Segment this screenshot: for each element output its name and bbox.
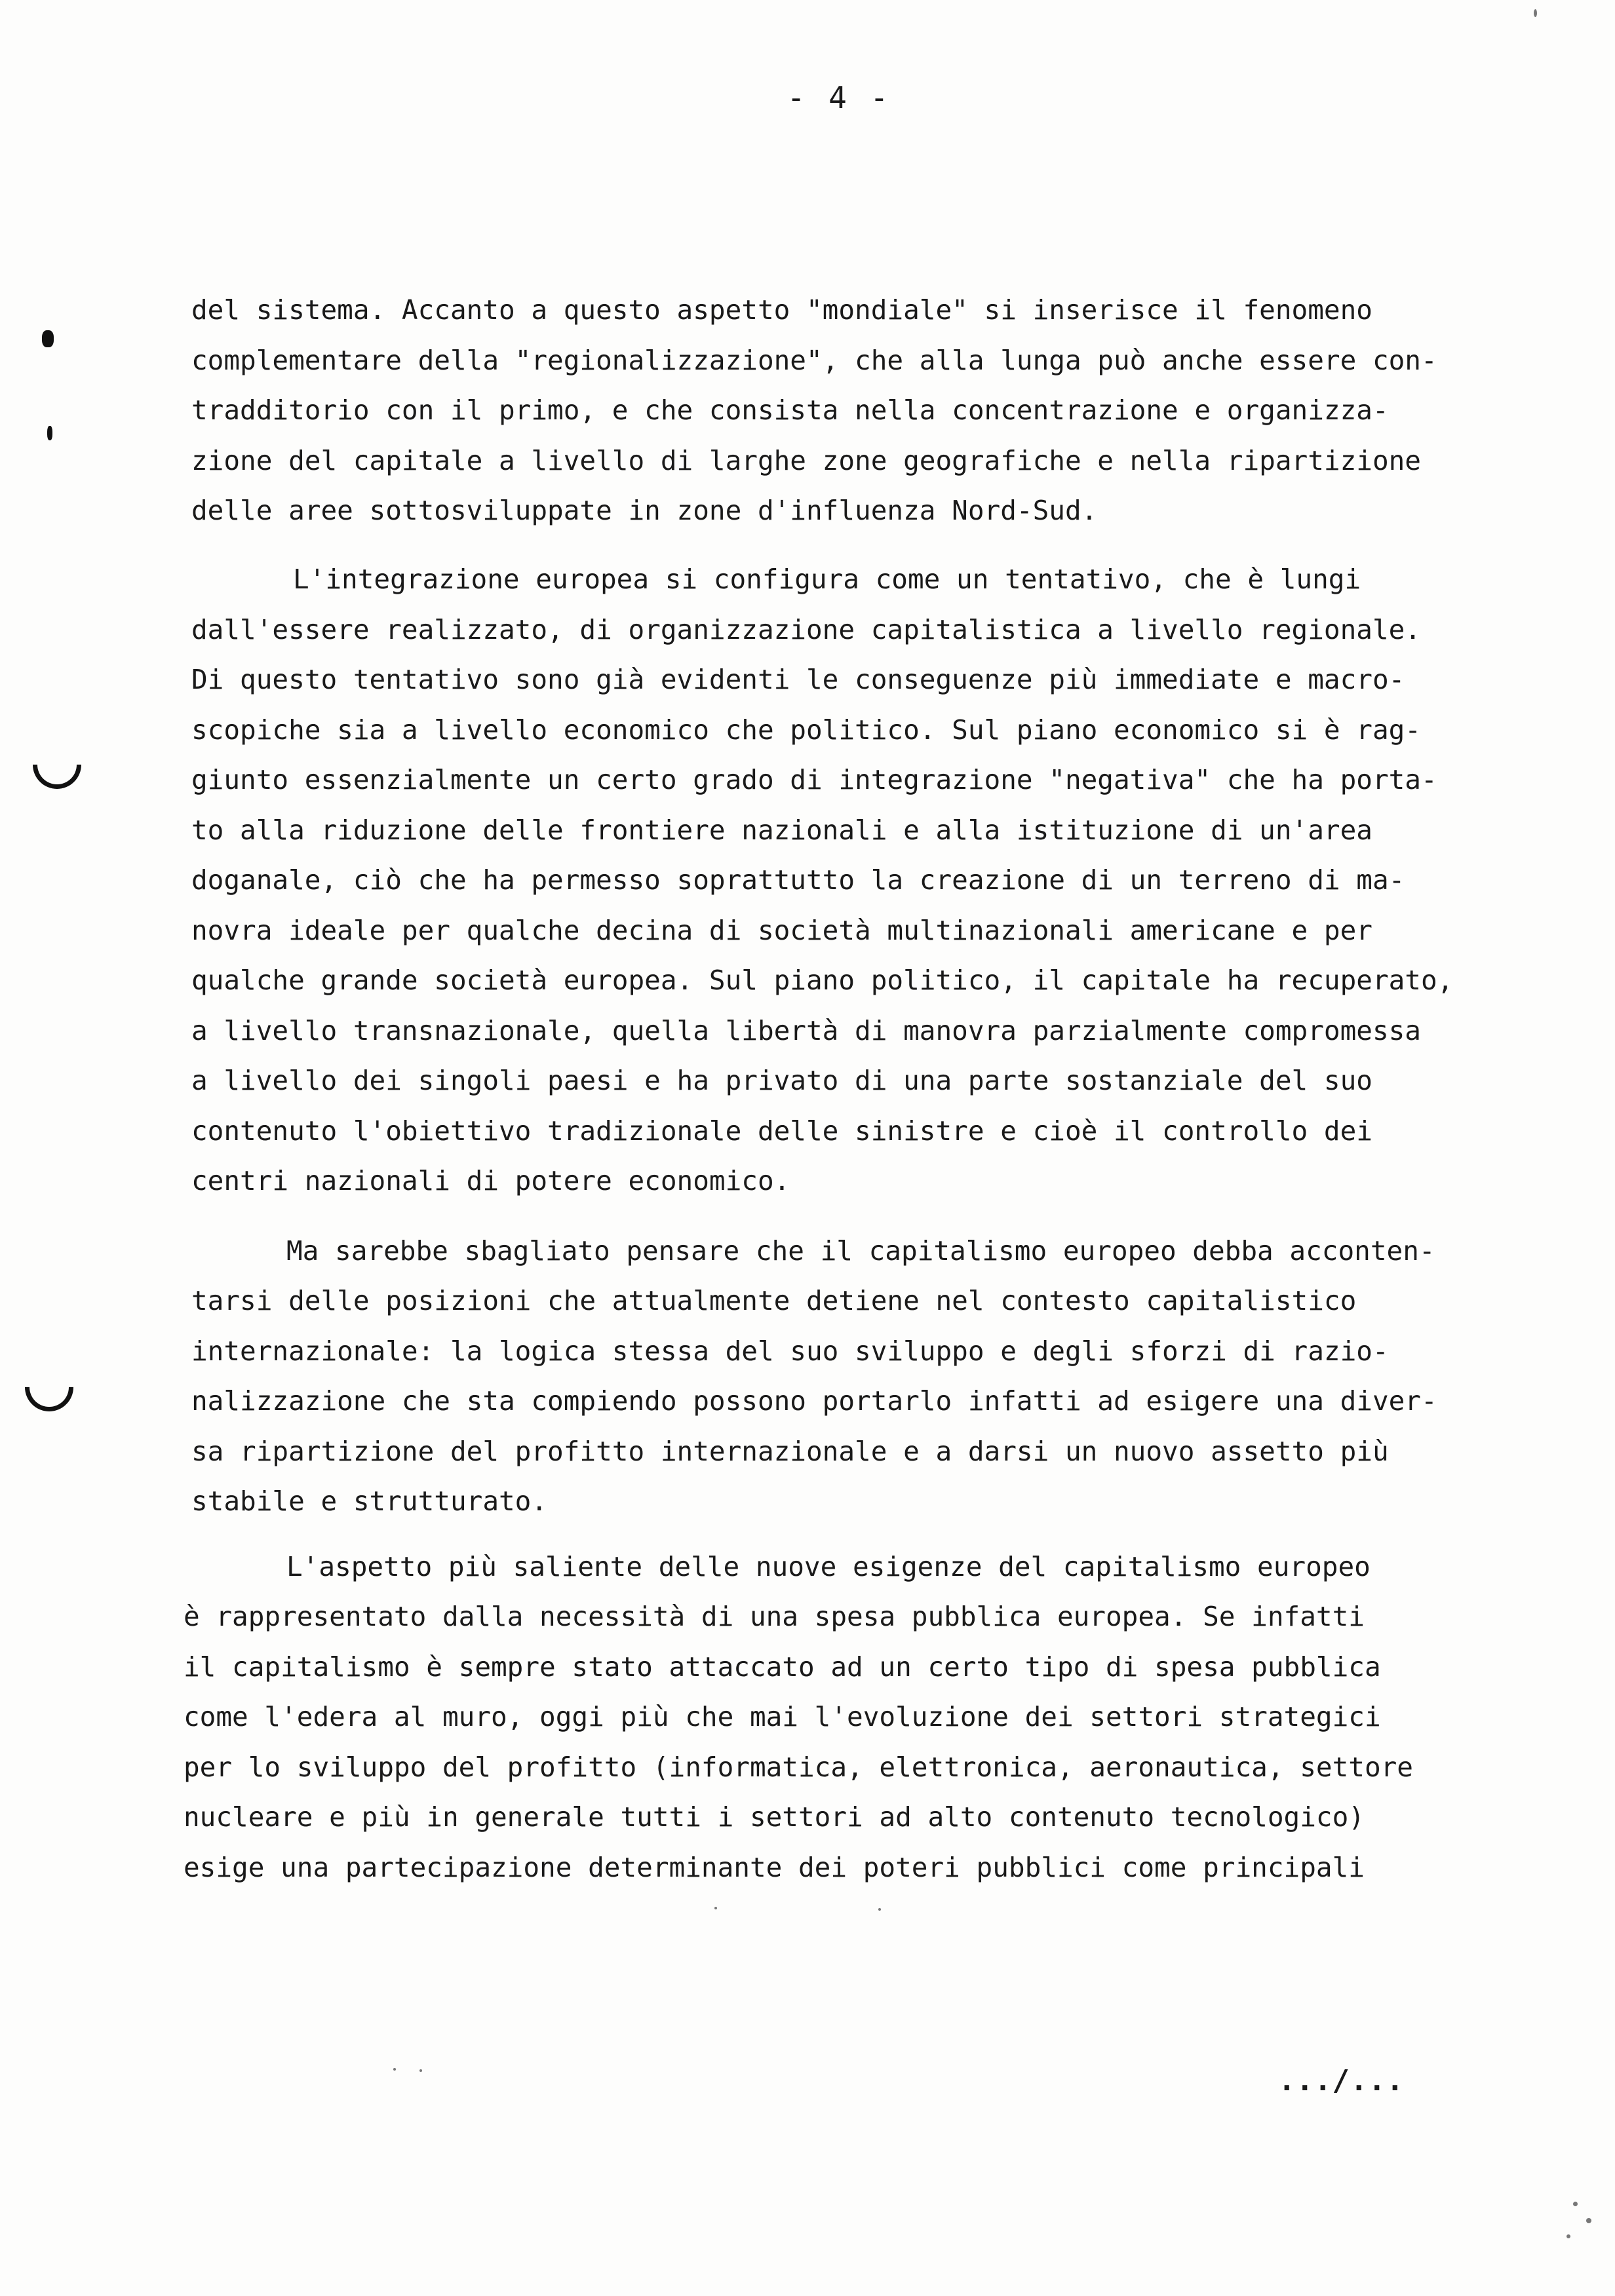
text-line: to alla riduzione delle frontiere nazionali e alla istituzione di un'area bbox=[191, 814, 1372, 846]
scan-speck bbox=[878, 1908, 881, 1911]
punch-hole-mark bbox=[15, 1353, 84, 1422]
text-line: a livello transnazionale, quella libertà di manovra parzialmente compromessa bbox=[191, 1015, 1421, 1046]
text-line: sa ripartizione del profitto internazionale e a darsi un nuovo assetto più bbox=[191, 1436, 1389, 1467]
text-line: zione del capitale a livello di larghe zone geografiche e nella ripartizione bbox=[191, 445, 1421, 476]
text-line: del sistema. Accanto a questo aspetto "mondiale" si inserisce il fenomeno bbox=[191, 294, 1372, 326]
text-line: stabile e strutturato. bbox=[191, 1485, 548, 1517]
text-line: tradditorio con il primo, e che consista nella concentrazione e organizza- bbox=[191, 394, 1389, 426]
text-line: nalizzazione che sta compiendo possono portarlo infatti ad esigere una diver- bbox=[191, 1385, 1437, 1417]
text-line: scopiche sia a livello economico che politico. Sul piano economico si è rag- bbox=[191, 714, 1421, 746]
ink-dot-mark bbox=[47, 426, 52, 440]
text-line: internazionale: la logica stessa del suo sviluppo e degli sforzi di razio- bbox=[191, 1335, 1389, 1367]
continuation-marker: .../... bbox=[1278, 2064, 1405, 2097]
text-line: è rappresentato dalla necessità di una spesa pubblica europea. Se infatti bbox=[184, 1601, 1365, 1632]
text-line: L'integrazione europea si configura come un tentativo, che è lungi bbox=[293, 564, 1361, 595]
scan-speck bbox=[714, 1907, 717, 1909]
text-line: giunto essenzialmente un certo grado di integrazione "negativa" che ha porta- bbox=[191, 764, 1437, 795]
text-line: complementare della "regionalizzazione", che alla lunga può anche essere con- bbox=[191, 345, 1437, 376]
scan-speck bbox=[419, 2069, 422, 2072]
text-line: delle aree sottosviluppate in zone d'influenza Nord-Sud. bbox=[191, 495, 1098, 526]
text-line: il capitalismo è sempre stato attaccato ad un certo tipo di spesa pubblica bbox=[184, 1651, 1381, 1683]
scan-speck bbox=[1586, 2218, 1591, 2223]
text-line: dall'essere realizzato, di organizzazione capitalistica a livello regionale. bbox=[191, 614, 1421, 645]
text-line: L'aspetto più saliente delle nuove esigenze del capitalismo europeo bbox=[286, 1551, 1371, 1582]
scan-speck bbox=[393, 2068, 396, 2071]
scan-speck bbox=[1566, 2234, 1570, 2238]
text-line: centri nazionali di potere economico. bbox=[191, 1165, 790, 1196]
text-line: esige una partecipazione determinante dei poteri pubblici come principali bbox=[184, 1852, 1365, 1883]
text-line: Di questo tentativo sono già evidenti le conseguenze più immediate e macro- bbox=[191, 664, 1405, 695]
text-line: per lo sviluppo del profitto (informatica, elettronica, aeronautica, settore bbox=[184, 1751, 1413, 1783]
punch-hole-mark bbox=[23, 731, 92, 799]
text-line: nucleare e più in generale tutti i settori ad alto contenuto tecnologico) bbox=[184, 1801, 1365, 1833]
scan-speck bbox=[1534, 9, 1537, 17]
text-line: a livello dei singoli paesi e ha privato di una parte sostanziale del suo bbox=[191, 1065, 1372, 1096]
text-line: doganale, ciò che ha permesso soprattutto la creazione di un terreno di ma- bbox=[191, 864, 1405, 896]
text-line: contenuto l'obiettivo tradizionale delle sinistre e cioè il controllo dei bbox=[191, 1115, 1372, 1147]
text-line: come l'edera al muro, oggi più che mai l'evoluzione dei settori strategici bbox=[184, 1701, 1381, 1732]
ink-dot-mark bbox=[42, 330, 54, 347]
text-line: tarsi delle posizioni che attualmente detiene nel contesto capitalistico bbox=[191, 1285, 1357, 1316]
text-line: qualche grande società europea. Sul piano politico, il capitale ha recuperato, bbox=[191, 965, 1454, 996]
page-number: - 4 - bbox=[787, 80, 891, 115]
scan-speck bbox=[1573, 2202, 1578, 2206]
text-line: novra ideale per qualche decina di società multinazionali americane e per bbox=[191, 915, 1372, 946]
text-line: Ma sarebbe sbagliato pensare che il capitalismo europeo debba acconten- bbox=[286, 1235, 1435, 1267]
